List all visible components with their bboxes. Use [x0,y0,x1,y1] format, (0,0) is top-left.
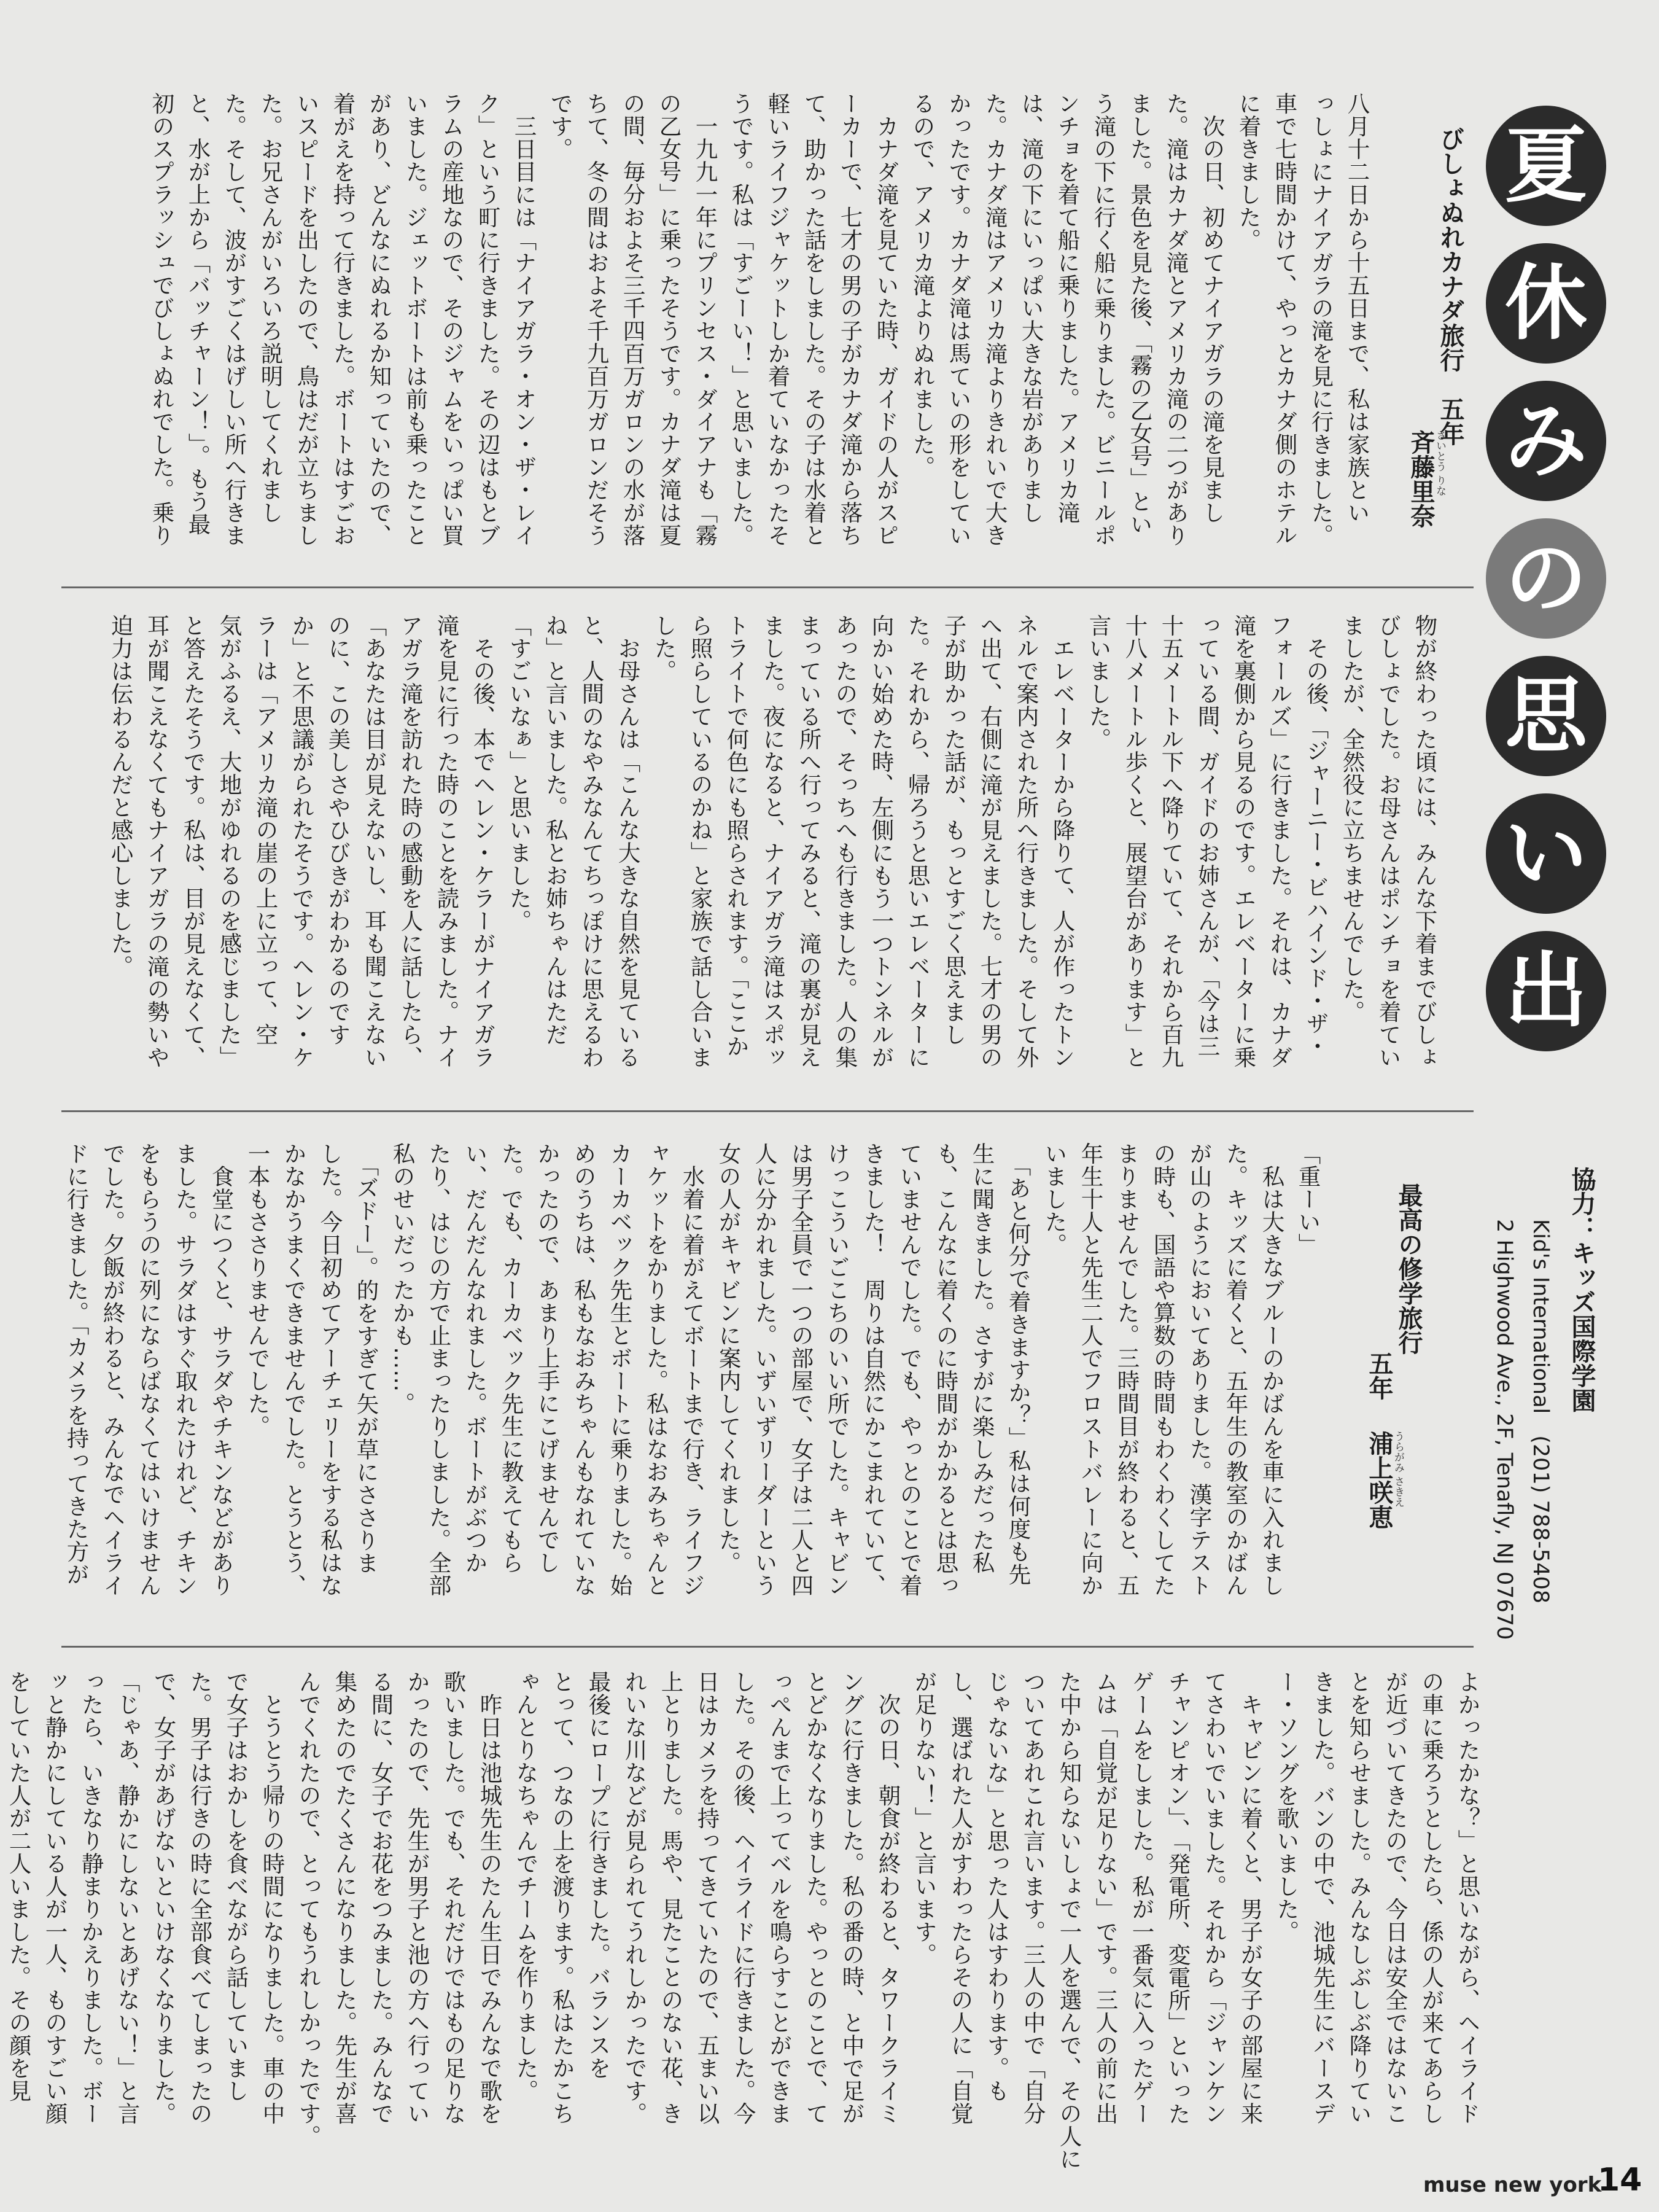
article1-lower-block: 物が終わった頃には、みんな下着までびしょ びしょでした。お母さんはポンチョを着てい ましたが、全然役に立ちませんでした。 その後、「ジャーニー・ビハインド・ザ・ フォールズ」に行きました。それは、カナダ 滝を裏側から見るのです。エレベーターに乗 っている間、ガイドのお姉さんが、「今は三 十五メートル下へ降りていて、それから百九 十八メートル歩くと、展望台があります」と 言いました。 エレベーターから降りて、人が作ったトン ネルで案内された所へ行きました。そして外 へ出て、右側に滝が見えました。七才の男の 子が助かった話が、もっとすごく思えまし た。それから、帰ろうと思いエレベーターに 向かい始めた時、左側にもう一つトンネルが あったので、そっちへも行きました。人の集 まっている所へ行ってみると、滝の裏が見え ました。夜になると、ナイアガラ滝はスポッ トライトで何色にも照らされます。「ここか ら照らしているのかね」と家族で話し合いま した。 お母さんは「こんな大きな自然を見ている と、人間のなやみなんてちっぽけに思えるわ ね」と言いました。私とお姉ちゃんはただ 「すごいなぁ」と思いました。 その後、本でヘレン・ケラーがナイアガラ 滝を見に行った時のことを読みました。ナイ アガラ滝を訪れた時の感動を人に話したら、 「あなたは目が見えないし、耳も聞こえない のに、この美しさやひびきがわかるのです か」と不思議がられたそうです。ヘレン・ケ ラーは「アメリカ滝の崖の上に立って、空 気がふるえ、大地がゆれるのを感じました」 と答えたそうです。私は、目が見えなくて、 耳が聞こえなくてもナイアガラの滝の勢いや 迫力は伝わるんだと感心しました。 [107,614,1438,1069]
title-char-4: の [1486,518,1606,639]
article1-grade: 五年 [1436,396,1464,446]
row-divider-1 [61,586,1474,588]
title-char-5: 思 [1486,656,1606,776]
sponsor-name-phone: Kid's International (201) 788-5408 [1528,1219,1553,1604]
title-char-2: 休 [1486,243,1606,364]
article1-upper-block: 八月十二日から十五日まで、私は家族とい っしょにナイアガラの滝を見に行きました。 車で七時間かけて、やっとカナダ側のホテル に着きました。 次の日、初めてナイアガラの滝を見まし た。滝はカナダ滝とアメリカ滝の二つがあり ました。景色を見た後、「霧の乙女号」とい う滝の下に行く船に乗りました。ビニールポ ンチョを着て船に乗りました。アメリカ滝 は、滝の下にいっぱい大きな岩がありまし た。カナダ滝はアメリカ滝よりきれいで大き かったです。カナダ滝は馬ていの形をしてい るので、アメリカ滝よりぬれました。 カナダ滝を見ていた時、ガイドの人がスピ ーカーで、七才の男の子がカナダ滝から落ち て、助かった話をしました。その子は水着と 軽いライフジャケットしか着ていなかったそ うです。私は「すごーい！」と思いました。 一九九一年にプリンセス・ダイアナも「霧 の乙女号」に乗ったそうです。カナダ滝は夏 の間、毎分およそ三千四百万ガロンの水が落 ちて、冬の間はおよそ千九百万ガロンだそう です。 三日目には「ナイアガラ・オン・ザ・レイ ク」という町に行きました。その辺はもとブ ラムの産地なので、そのジャムをいっぱい買 いました。ジェットボートは前も乗ったこと があり、どんなにぬれるか知っていたので、 着がえを持って行きました。ボートはすごお いスピードを出したので、鳥はだが立ちまし た。お兄さんがいろいろ説明してくれまし た。そして、波がすごくはげしい所へ行きま と、水が上から「バッチャーン！」。もう最 初のスプラッシュでびしょぬれでした。乗り [149,92,1370,547]
article1-author: 斉藤里奈 [1407,430,1435,528]
article2-grade: 五年 [1365,1351,1393,1400]
article2-lower-block: よかったかな？」と思いながら、ヘイライド の車に乗ろうとしたら、係の人が来てあらし が近づいてきたので、今日は安全ではないこ とを知らせました。みんなしぶしぶ降りてい きました。バンの中で、池城先生にバースデ ー・ソングを歌いました。 キャビンに着くと、男子が女子の部屋に来 てさわいでいました。それから「ジャンケン チャンピオン」、「発電所、変電所」といった ゲームをしました。私が一番気に入ったゲー ムは「自覚が足りない」です。三人の前に出 た中から知らないしょで一人を選んで、その人に ついてあれこれ言います。三人の中で「自分 じゃないな」と思った人はすわります。も し、選ばれた人がすわったらその人に「自覚 が足りない！」と言います。 次の日、朝食が終わると、タワークライミ ングに行きました。私の番の時、と中で足が とどかなくなりました。やっとのことで、て っぺんまで上ってベルを鳴らすことができま した。その後、ヘイライドに行きました。今 日はカメラを持ってきていたので、五まい以 上とりました。馬や、見たことのない花、き れいな川などが見られてうれしかったです。 最後にロープに行きました。バランスを とって、つなの上を渡ります。私はたかこち ゃんとりなちゃんでチームを作りました。 昨日は池城先生のたん生日でみんなで歌を 歌いました。でも、それだけではもの足りな かったので、先生が男子と池の方へ行ってい る間に、女子でお花をつみました。みんなで 集めたのでたくさんになりました。先生が喜 んでくれたので、とってもうれしかったです。 とうとう帰りの時間になりました。車の中 で女子はおかしを食べながら話していまし た。男子は行きの時に全部食べてしまったの で、女子があげないといけなくなりました。 「じゃあ、静かにしないとあげない！」と言 ったら、いきなり静まりかえりました。ボー ッと静かにしている人が一人、ものすごい顔 をしていた人が二人いました。その顔を見 [6,1670,1481,2170]
article1-heading [1406,92,1494,446]
row-divider-2 [61,1110,1474,1112]
footer-brand: muse new york [1423,2173,1602,2197]
article2-title: 最高の修学旅行 [1394,1182,1423,1355]
article1-author-reading: さいとう りな [1434,430,1446,496]
article2-author: 浦上咲恵 [1365,1431,1393,1529]
title-char-1: 夏 [1486,106,1606,226]
article2-upper-block: 「重ーい」 私は大きなブルーのかばんを車に入れまし た。キッズに着くと、五年生の教室のかばん が山のようにおいてありました。漢字テスト の時も、国語や算数の時間もわくわくしてた まりませんでした。三時間目が終わると、五 年生十人と先生二人でフロストバレーに向か いました。 「あと何分で着きますか？」私は何度も先 生に聞きました。さすがに楽しみだった私 も、こんなに着くのに時間がかかるとは思っ ていませんでした。でも、やっとのことで着 きました！ 周りは自然にかこまれていて、 けっこういごこちのいい所でした。キャビン は男子全員で一つの部屋で、女子は二人と四 人に分かれました。いずいずリーダーという 女の人がキャビンに案内してくれました。 水着に着がえてボートまで行き、ライフジ ャケットをかりました。私はなおみちゃんと カーカベック先生とボートに乗りました。始 めのうちは、私もなおみちゃんもなれていな かったので、あまり上手にこげませんでし た。でも、カーカベック先生に教えてもら い、だんだんなれました。ボートがぶつか たり、はじの方で止まったりしました。全部 私のせいだったかも……。 「ズドー」。的をすぎて矢が草にささりま した。今日初めてアーチェリーをする私はな かなかうまくできませんでした。とうとう、 一本もささりませんでした。 食堂につくと、サラダやチキンなどがあり ました。サラダはすぐ取れたけれど、チキン をもらうのに列にならばなくてはいけません でした。夕飯が終わると、みんなでヘイライ ドに行きました。「カメラを持ってきた方が [63,1142,1321,1597]
row-divider-3 [61,1646,1474,1648]
title-char-7: 出 [1486,931,1606,1051]
article1-title: びしょぬれカナダ旅行 [1436,126,1464,372]
article2-author-reading: うらがみ さきえ [1392,1431,1404,1508]
article2-heading [1364,1148,1453,1355]
sponsor-address: 2 Highwood Ave., 2F, Tenafly, NJ 07670 [1492,1219,1517,1640]
title-char-3: み [1486,381,1606,501]
page-number: 14 [1598,2162,1642,2198]
title-char-6: い [1486,793,1606,914]
sponsor-label: 協力：キッズ国際学園 [1568,1167,1596,1412]
